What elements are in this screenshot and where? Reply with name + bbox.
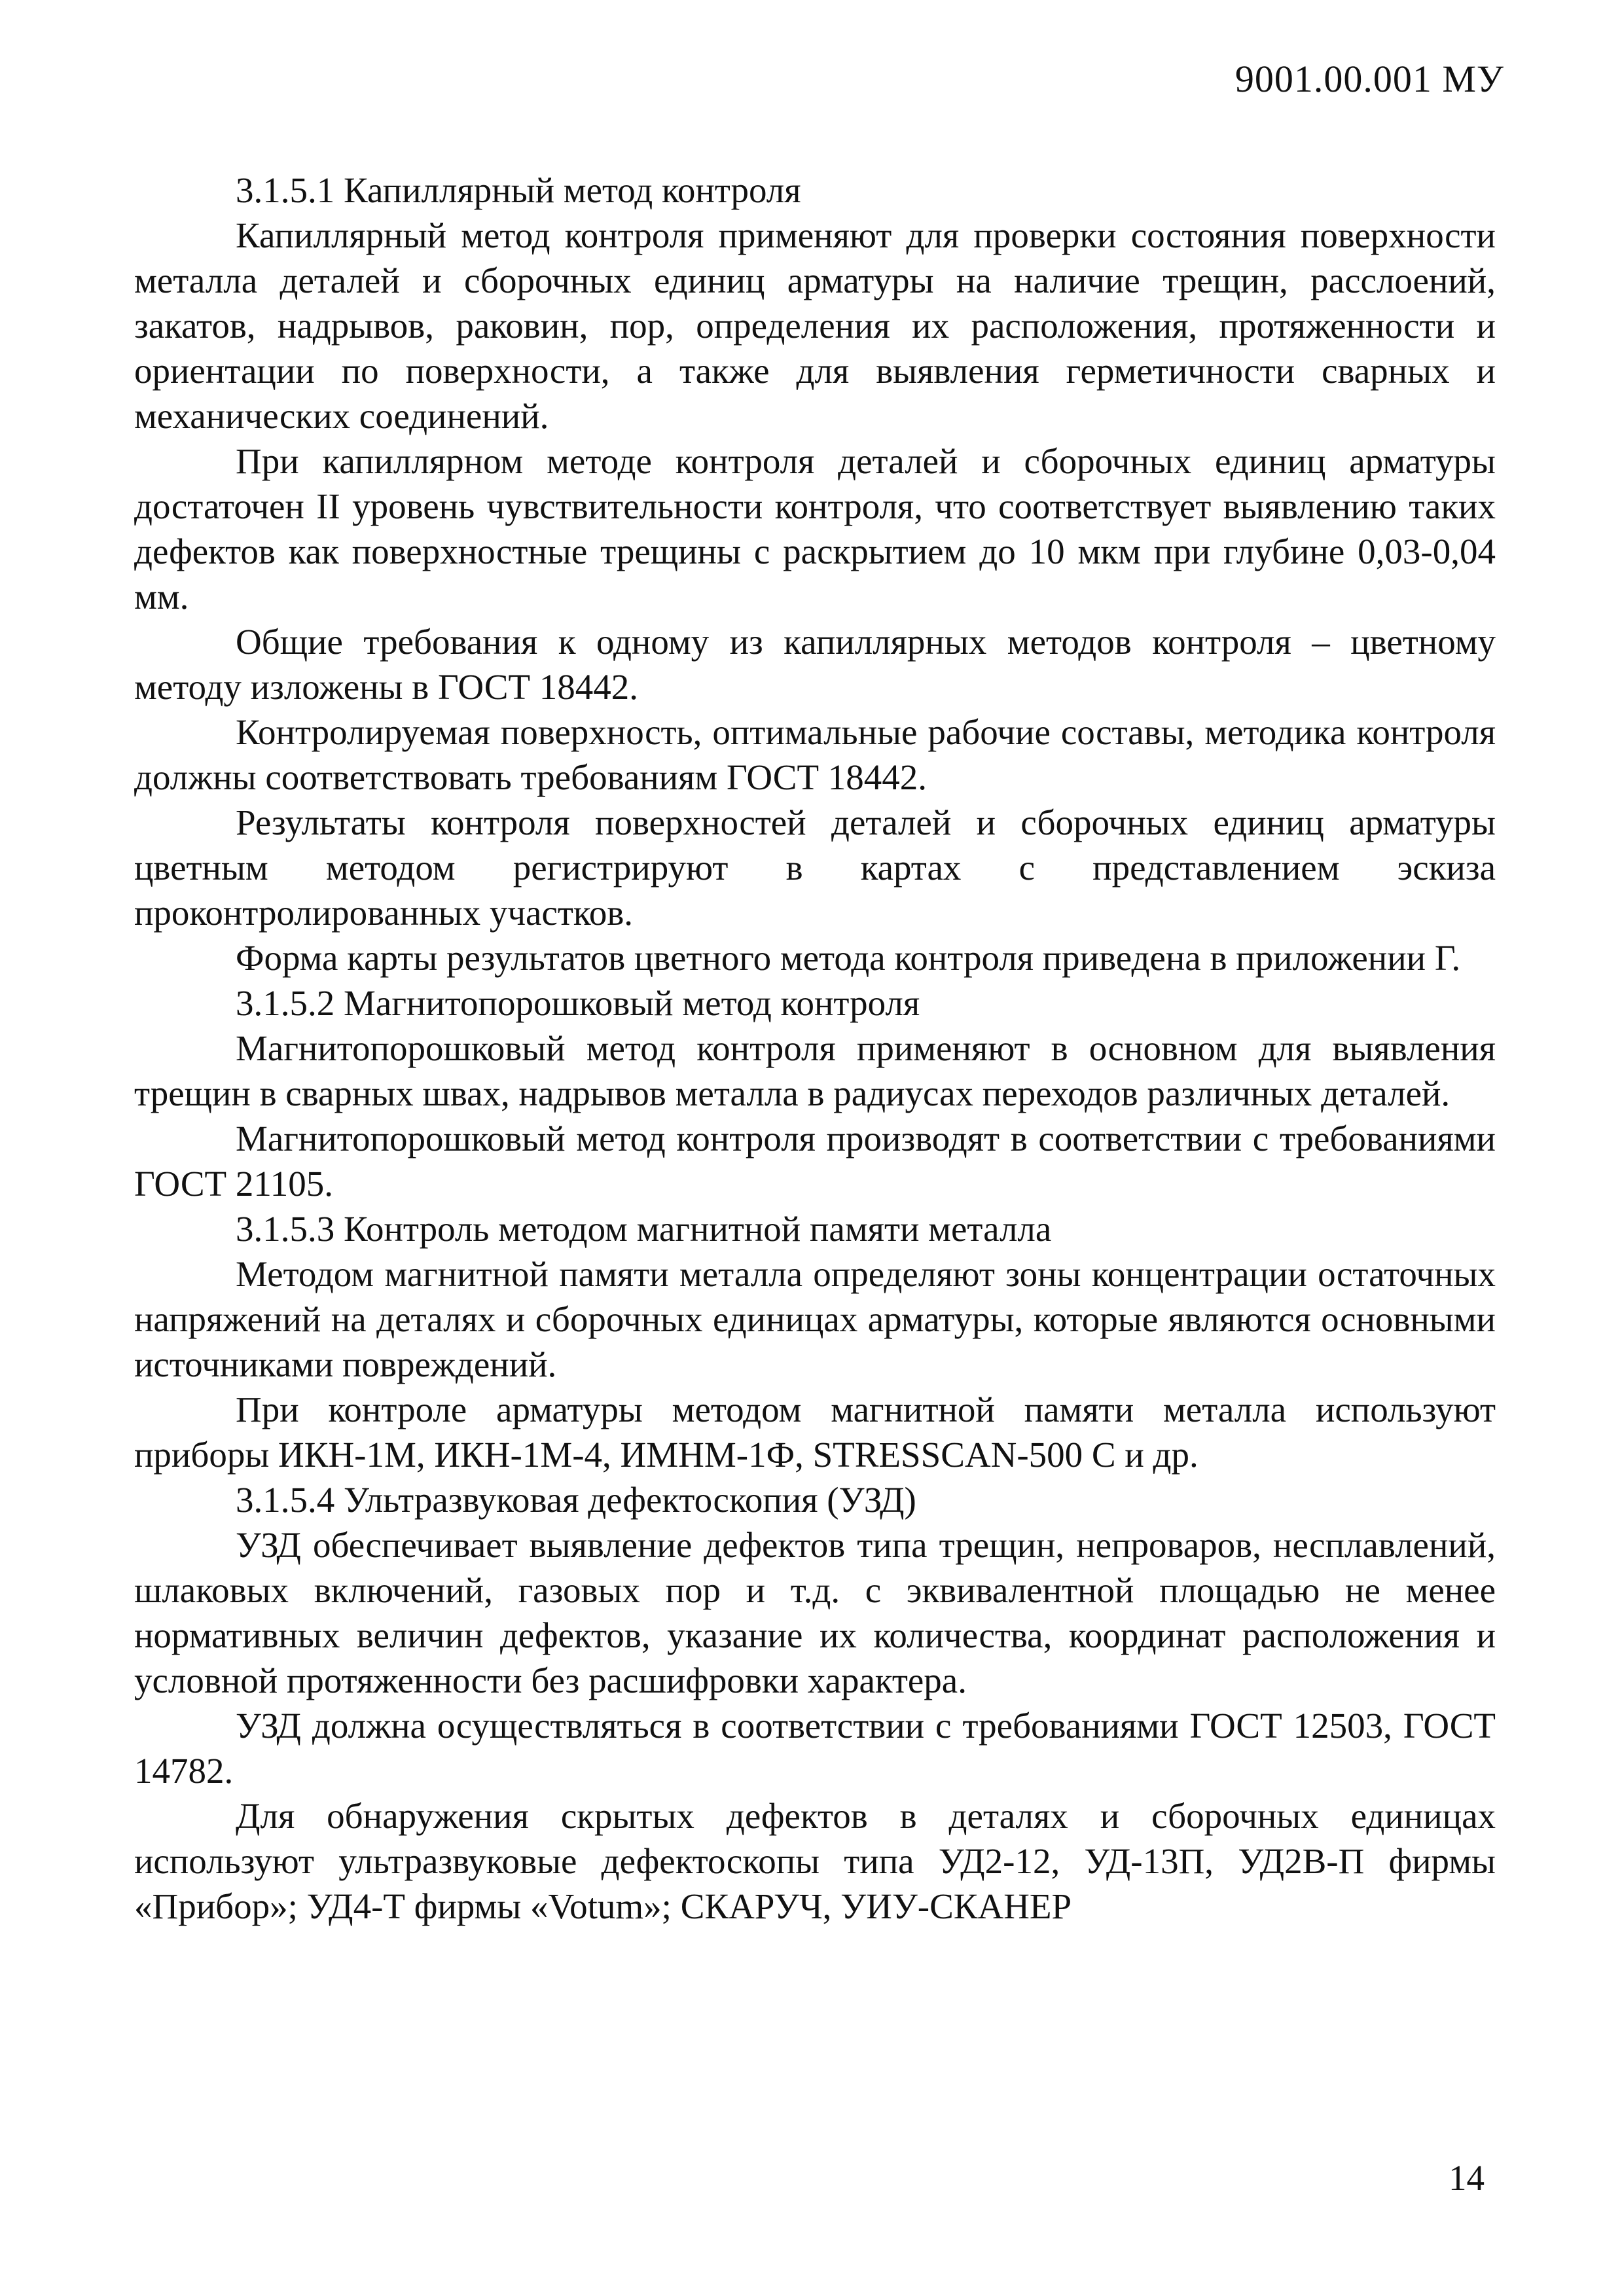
paragraph: Форма карты результатов цветного метода контроля приведена в приложении Г.: [236, 938, 1461, 978]
paragraph: Капиллярный метод контроля применяют для проверки состояния поверхности металла деталей и сборочных единиц арматуры на наличие трещин, расслоений, закатов, надрывов, раковин, пор, определения их расположения, протяженности и ориентации по поверхности, а также для выявления герметичности сварных и механических соединений.: [134, 215, 1496, 436]
paragraph: Методом магнитной памяти металла определяют зоны концентрации остаточных напряжений на деталях и сборочных единицах арматуры, которые являются основными источниками повреждений.: [134, 1254, 1496, 1384]
document-code: 9001.00.001 МУ: [1235, 58, 1504, 100]
paragraph: Результаты контроля поверхностей деталей и сборочных единиц арматуры цветным методом регистрируют в картах с представлением эскиза проконтролированных участков.: [134, 802, 1496, 933]
section-heading-3-1-5-1: 3.1.5.1 Капиллярный метод контроля: [236, 170, 801, 210]
paragraph: Общие требования к одному из капиллярных методов контроля – цветному методу изложены в ГОСТ 18442.: [134, 622, 1496, 707]
paragraph: УЗД обеспечивает выявление дефектов типа трещин, непроваров, несплавлений, шлаковых включений, газовых пор и т.д. с эквивалентной площадью не менее нормативных величин дефектов, указание их количества, координат расположения и условной протяженности без расшифровки характера.: [134, 1525, 1496, 1700]
paragraph: Контролируемая поверхность, оптимальные рабочие составы, методика контроля должны соответствовать требованиям ГОСТ 18442.: [134, 712, 1496, 797]
page-number: 14: [1449, 2158, 1485, 2198]
paragraph: При контроле арматуры методом магнитной памяти металла используют приборы ИКН-1М, ИКН-1М-4, ИМНМ-1Ф, STRESSCAN-500 С и др.: [134, 1390, 1496, 1475]
paragraph: УЗД должна осуществляться в соответствии с требованиями ГОСТ 12503, ГОСТ 14782.: [134, 1706, 1496, 1791]
section-heading-3-1-5-4: 3.1.5.4 Ультразвуковая дефектоскопия (УЗД): [236, 1480, 916, 1520]
section-heading-3-1-5-2: 3.1.5.2 Магнитопорошковый метод контроля: [236, 983, 920, 1023]
section-heading-3-1-5-3: 3.1.5.3 Контроль методом магнитной памяти металла: [236, 1209, 1052, 1249]
paragraph: Магнитопорошковый метод контроля применяют в основном для выявления трещин в сварных швах, надрывов металла в радиусах переходов различных деталей.: [134, 1028, 1496, 1113]
paragraph: Для обнаружения скрытых дефектов в деталях и сборочных единицах используют ультразвуковые дефектоскопы типа УД2-12, УД-13П, УД2В-П фирмы «Прибор»; УД4-Т фирмы «Votum»; СКАРУЧ, УИУ-СКАНЕР: [134, 1796, 1496, 1926]
paragraph: При капиллярном методе контроля деталей и сборочных единиц арматуры достаточен II уровень чувствительности контроля, что соответствует выявлению таких дефектов как поверхностные трещины с раскрытием до 10 мкм при глубине 0,03-0,04 мм.: [134, 441, 1496, 617]
body-text: [134, 168, 1496, 1929]
paragraph: Магнитопорошковый метод контроля производят в соответствии с требованиями ГОСТ 21105.: [134, 1119, 1496, 1204]
